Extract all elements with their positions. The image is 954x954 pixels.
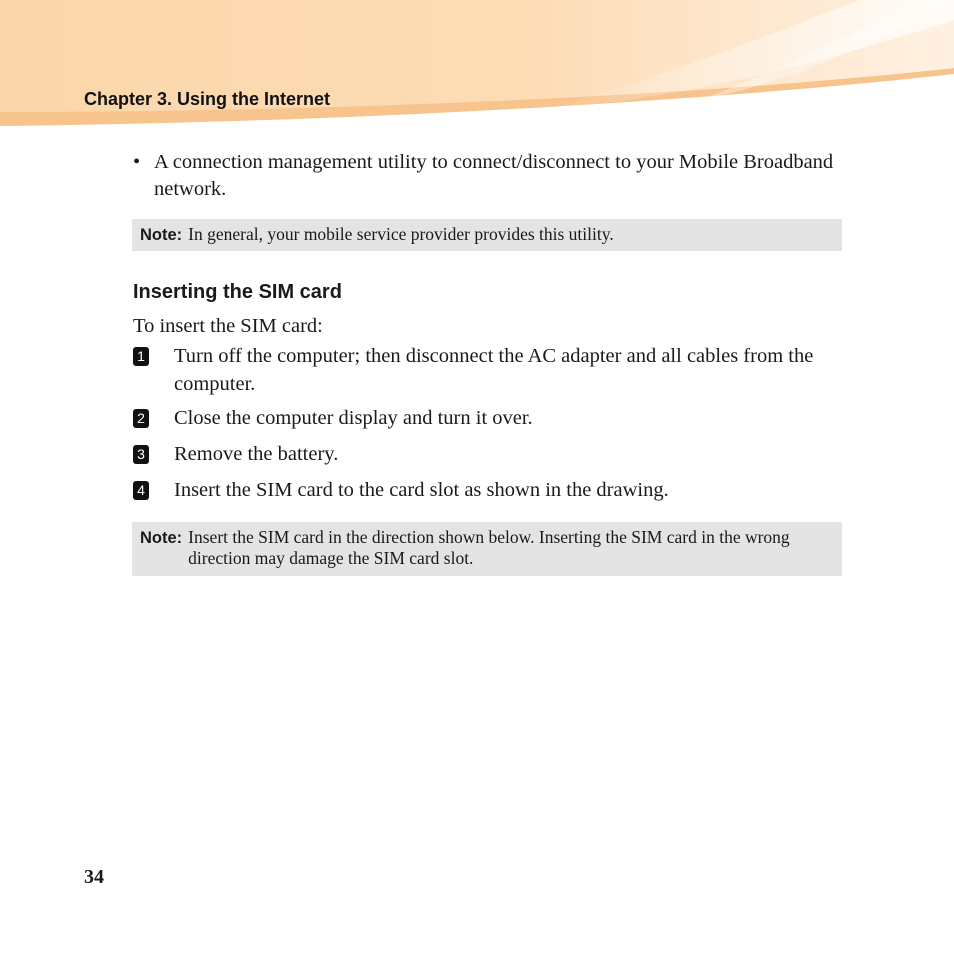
note-box xyxy=(132,219,842,251)
section-intro: To insert the SIM card: xyxy=(133,315,323,337)
step-item xyxy=(133,440,843,468)
bullet-icon: • xyxy=(133,151,141,173)
step-number-icon: 3 xyxy=(133,445,149,464)
note-label: Note: xyxy=(140,529,183,547)
step-item xyxy=(133,404,843,432)
step-number-icon: 4 xyxy=(133,481,149,500)
bullet-list-item xyxy=(133,149,843,203)
step-text: Remove the battery. xyxy=(174,443,339,465)
note-box xyxy=(132,522,842,576)
header-swoosh-graphic xyxy=(0,0,954,130)
header-decoration-band xyxy=(0,0,954,130)
note-text: In general, your mobile service provider provides this utility. xyxy=(188,224,614,244)
step-number-icon: 1 xyxy=(133,347,149,366)
note-text: Insert the SIM card in the direction shown below. Inserting the SIM card in the wrong direction may damage the SIM card slot. xyxy=(188,527,790,568)
section-heading: Inserting the SIM card xyxy=(133,281,342,303)
page-number: 34 xyxy=(84,866,104,888)
step-number-icon: 2 xyxy=(133,409,149,428)
step-item xyxy=(133,342,843,398)
step-item xyxy=(133,476,843,504)
step-text: Turn off the computer; then disconnect the AC adapter and all cables from the computer. xyxy=(174,345,814,395)
note-label: Note: xyxy=(140,226,183,244)
step-text: Close the computer display and turn it over. xyxy=(174,407,533,429)
bullet-text: A connection management utility to connect/disconnect to your Mobile Broadband network. xyxy=(154,151,834,200)
step-text: Insert the SIM card to the card slot as shown in the drawing. xyxy=(174,479,669,501)
chapter-title: Chapter 3. Using the Internet xyxy=(84,89,331,109)
